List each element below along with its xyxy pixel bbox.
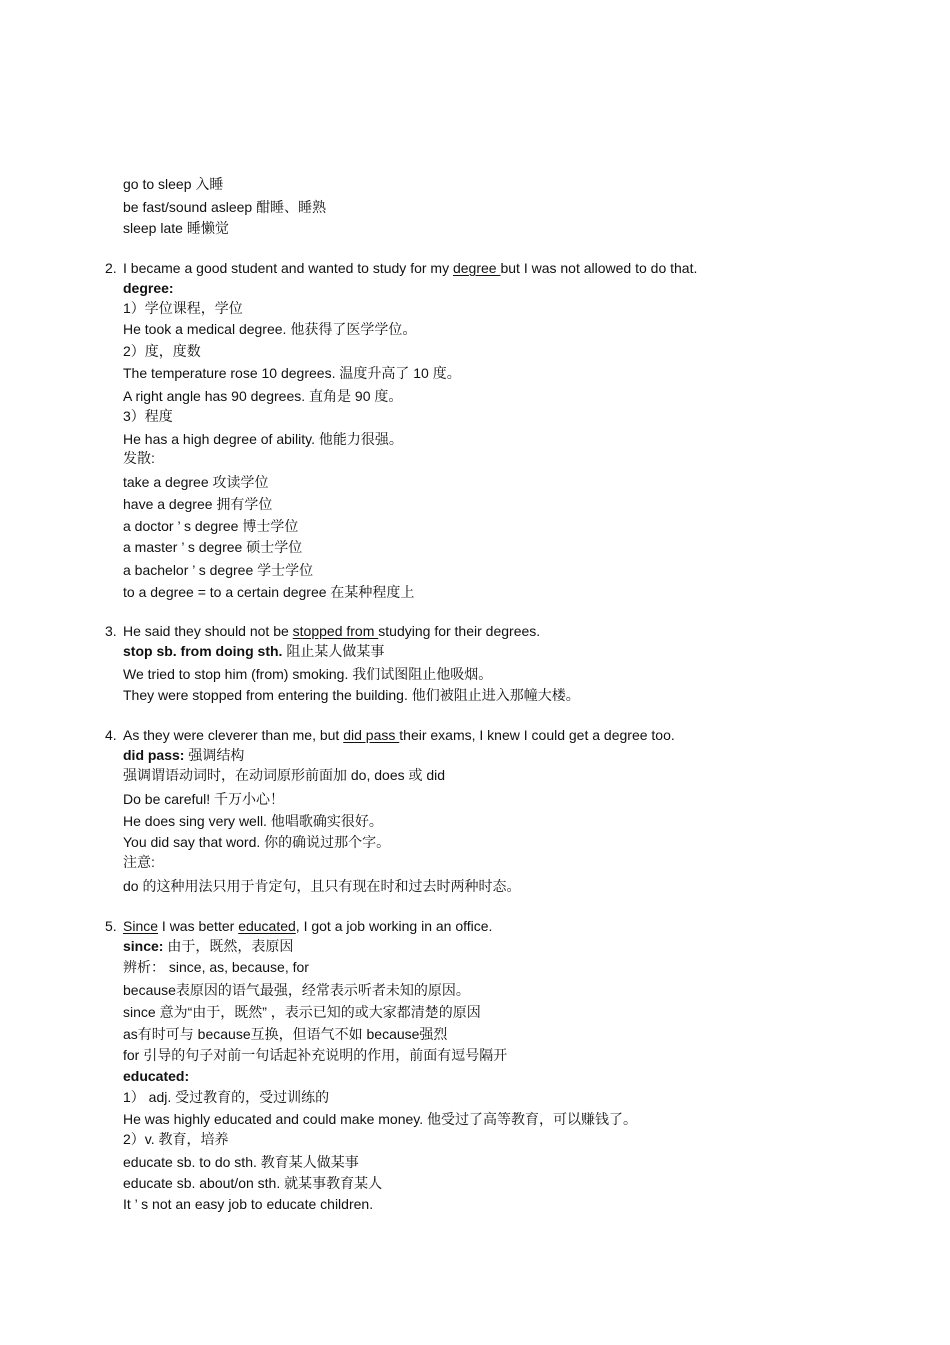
text-line: educate sb. to do sth. 教育某人做某事 (123, 1154, 359, 1170)
text-line: He has a high degree of ability. 他能力很强。 (123, 431, 403, 447)
example-sentence: As they were cleverer than me, but did pass their exams, I knew I could get a degree too. (123, 727, 675, 743)
text-line: to a degree = to a certain degree 在某种程度上 (123, 584, 415, 600)
term-heading: did pass: 强调结构 (123, 747, 245, 763)
text-line: A right angle has 90 degrees. 直角是 90 度。 (123, 388, 403, 404)
example-sentence: I became a good student and wanted to study for my degree but I was not allowed to do that. (123, 260, 698, 276)
text-line: They were stopped from entering the building. 他们被阻止进入那幢大楼。 (123, 687, 580, 703)
text-line: He took a medical degree. 他获得了医学学位。 (123, 321, 417, 337)
text-line: He was highly educated and could make money. 他受过了高等教育，可以赚钱了。 (123, 1111, 638, 1127)
text-line: a bachelor ’ s degree 学士学位 (123, 562, 314, 578)
text-line: 强调谓语动词时，在动词原形前面加 do, does 或 did (123, 767, 446, 783)
item-number: 5. (105, 918, 117, 934)
text-line: It ’ s not an easy job to educate children. (123, 1196, 374, 1212)
text-line: The temperature rose 10 degrees. 温度升高了 10 度。 (123, 365, 461, 381)
text-line: be fast/sound asleep 酣睡、睡熟 (123, 199, 327, 215)
item-number: 2. (105, 260, 117, 276)
text-line: 辨析： since, as, because, for (123, 959, 309, 975)
term-heading: stop sb. from doing sth. 阻止某人做某事 (123, 643, 385, 659)
example-sentence: He said they should not be stopped from studying for their degrees. (123, 623, 541, 639)
text-line: go to sleep 入睡 (123, 176, 224, 192)
underlined-term: did pass (343, 727, 400, 743)
text-line: a doctor ’ s degree 博士学位 (123, 518, 299, 534)
term-heading: educated: (123, 1068, 190, 1084)
underlined-term: degree (452, 260, 501, 276)
text-line: since 意为“由于，既然” ，表示已知的或大家都清楚的原因 (123, 1004, 481, 1020)
text-line: for 引导的句子对前一句话起补充说明的作用，前面有逗号隔开 (123, 1047, 508, 1063)
text-line: 2）度，度数 (123, 343, 201, 359)
text-line: We tried to stop him (from) smoking. 我们试图阻止他吸烟。 (123, 666, 493, 682)
text-line: 1） adj. 受过教育的，受过训练的 (123, 1089, 330, 1105)
text-line: have a degree 拥有学位 (123, 496, 273, 512)
text-line: He does sing very well. 他唱歌确实很好。 (123, 813, 383, 829)
term-heading: degree: (123, 280, 174, 296)
text-line: because表原因的语气最强，经常表示听者未知的原因。 (123, 982, 470, 998)
text-line: 2）v. 教育，培养 (123, 1131, 229, 1147)
text-line: a master ’ s degree 硕士学位 (123, 539, 303, 555)
text-line: do 的这种用法只用于肯定句，且只有现在时和过去时两种时态。 (123, 878, 521, 894)
text-line: You did say that word. 你的确说过那个字。 (123, 834, 391, 850)
item-number: 3. (105, 623, 117, 639)
text-line: 3）程度 (123, 408, 173, 424)
underlined-term: Since (123, 918, 159, 934)
text-line: 发散: (123, 450, 155, 466)
underlined-term: stopped from (292, 623, 379, 639)
text-line: as有时可与 because互换，但语气不如 because强烈 (123, 1026, 448, 1042)
text-line: 1）学位课程，学位 (123, 300, 243, 316)
example-sentence: Since I was better educated, I got a job working in an office. (123, 918, 493, 934)
underlined-term: educated (238, 918, 296, 934)
text-line: educate sb. about/on sth. 就某事教育某人 (123, 1175, 383, 1191)
text-line: 注意: (123, 854, 155, 870)
text-line: sleep late 睡懒觉 (123, 220, 229, 236)
item-number: 4. (105, 727, 117, 743)
text-line: take a degree 攻读学位 (123, 474, 269, 490)
term-heading: since: 由于，既然，表原因 (123, 938, 294, 954)
text-line: Do be careful! 千万小心！ (123, 791, 285, 807)
